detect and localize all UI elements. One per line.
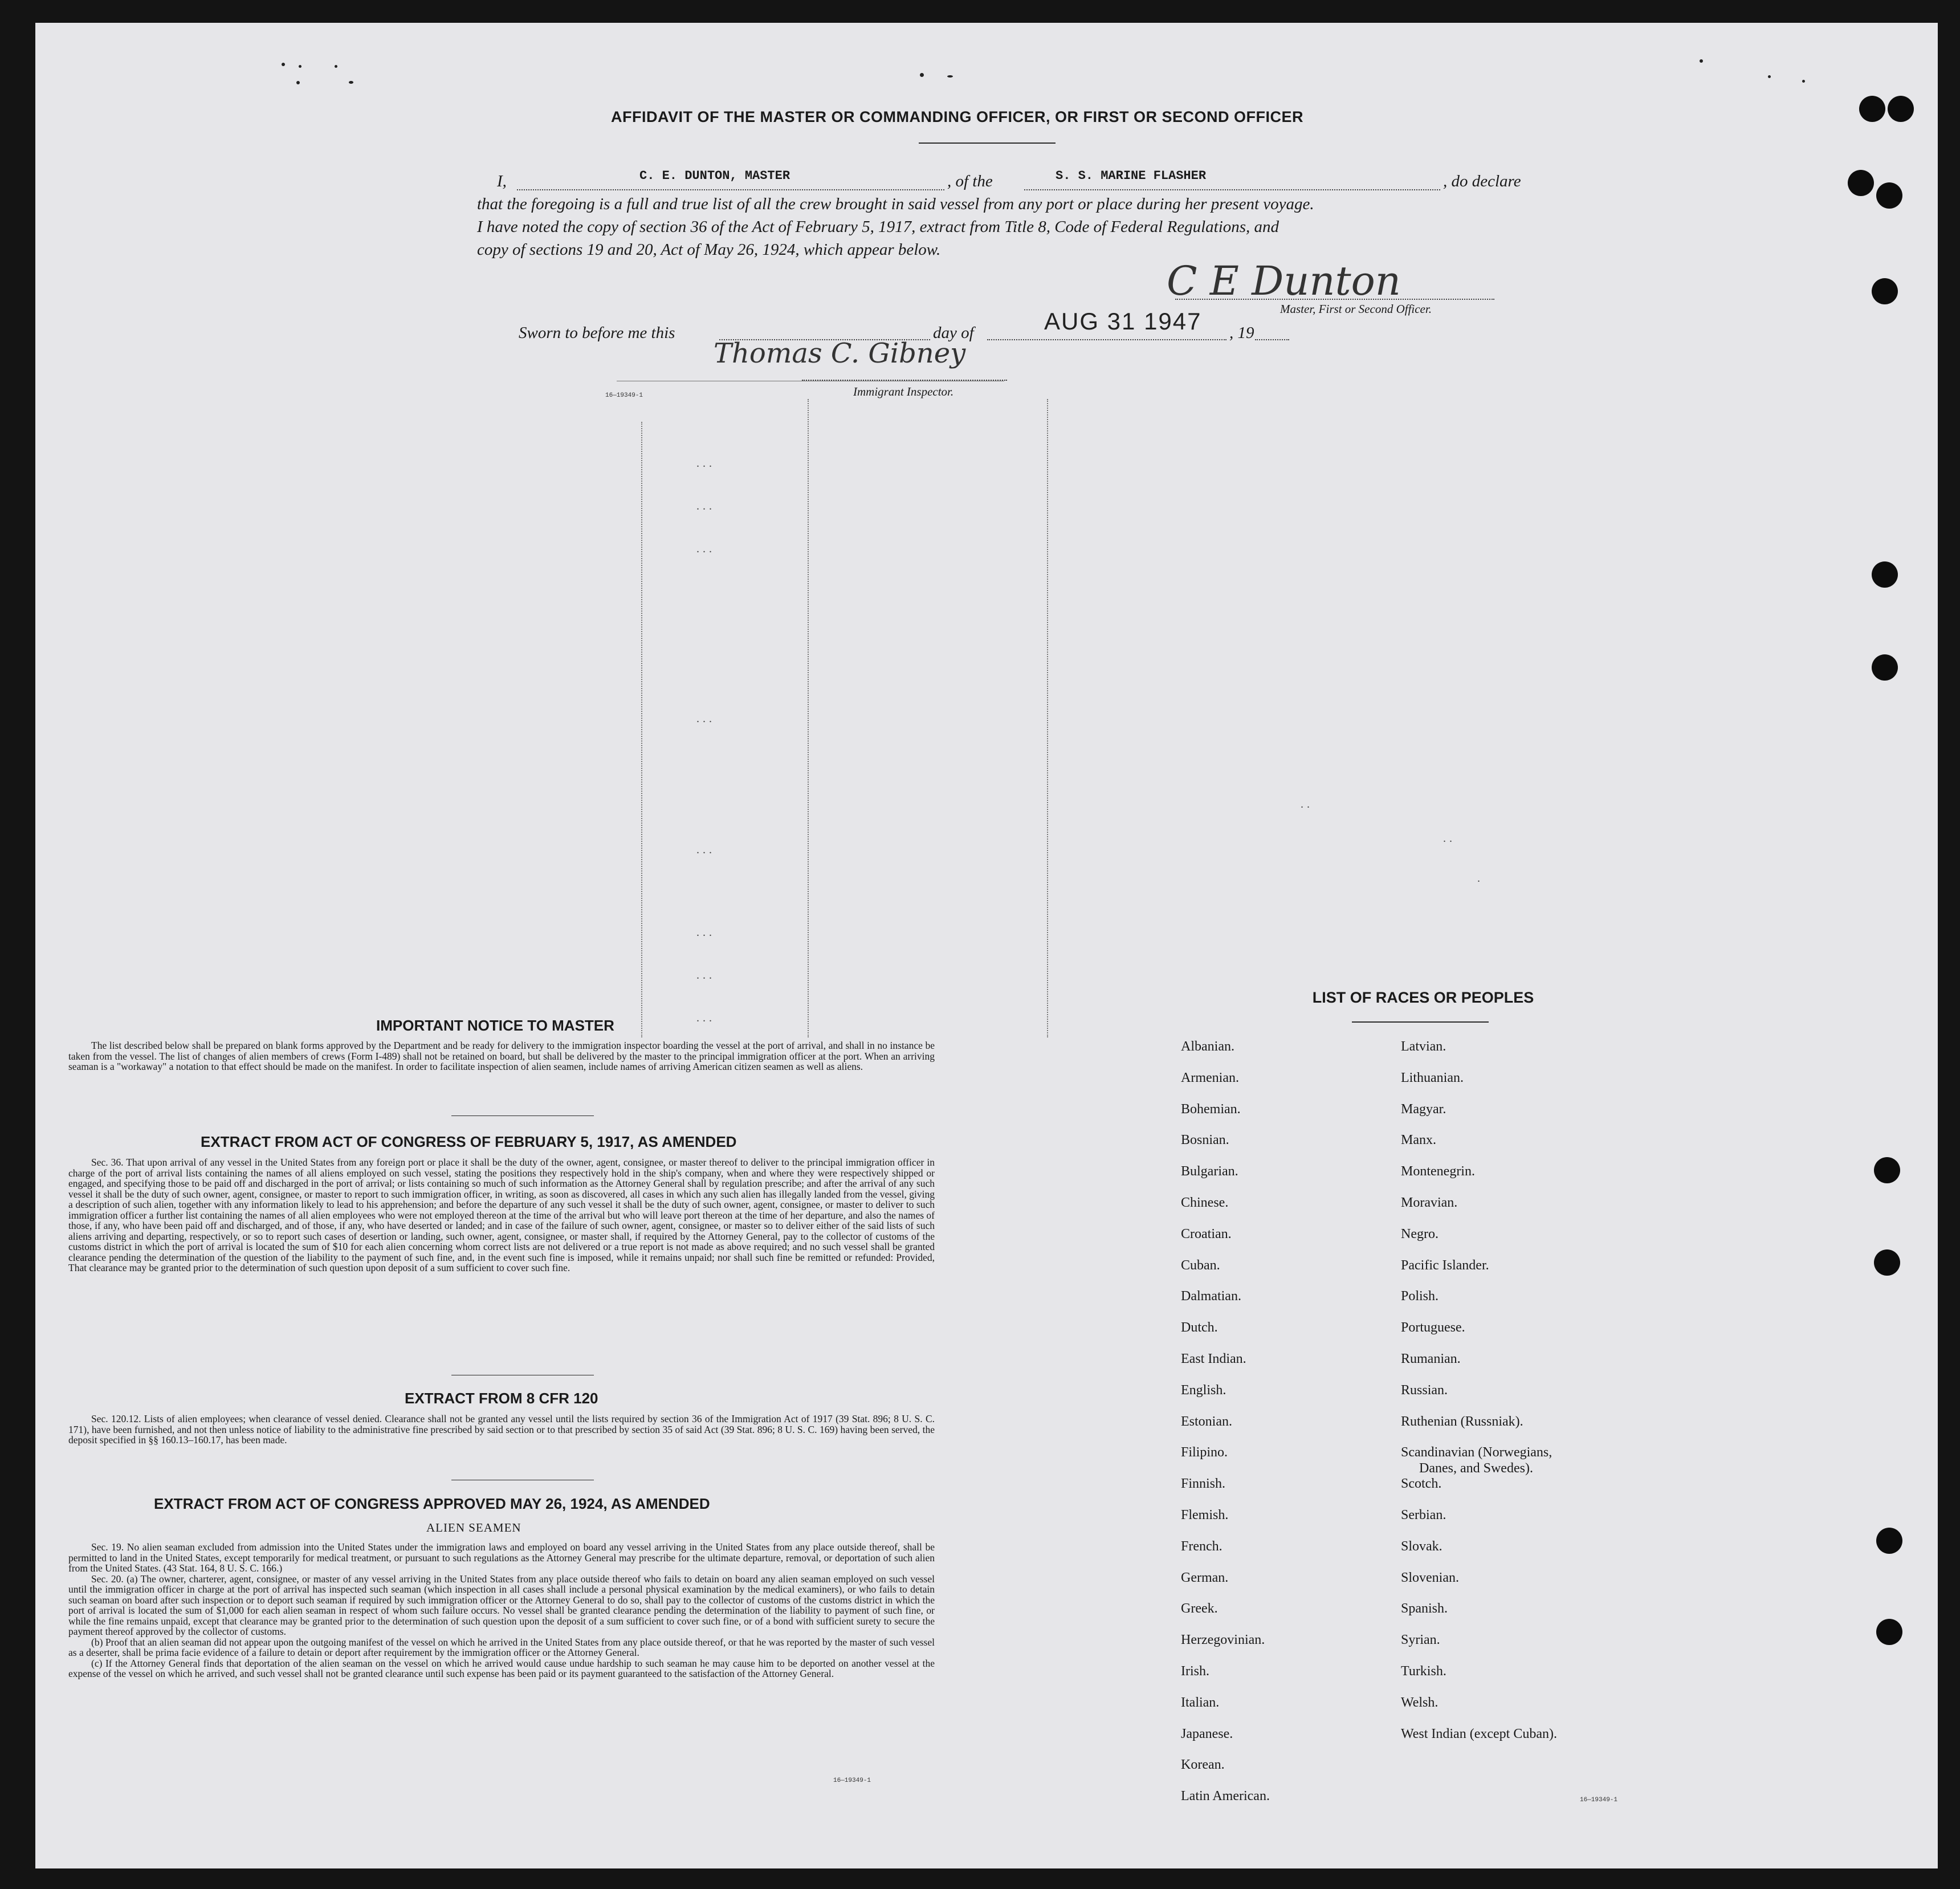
race-item: Dalmatian. bbox=[1181, 1289, 1241, 1304]
race-item: Filipino. bbox=[1181, 1445, 1228, 1460]
race-item: Cuban. bbox=[1181, 1257, 1220, 1273]
notice-text: The list described below shall be prepared on blank forms approved by the Department and be ready for delivery to the immigration inspector boarding the vessel at the port of arrival, and shall in no instance be taken from the vessel. The list of changes of alien members of crews (Form I-489) shall not be retained on board, but shall be delivered by the master to the principal immigration officer at the port. When an arriving seaman is a "workaway" a notation to that effect should be made on the manifest. In order to facilitate inspection of alien seamen, include names of arriving American citizen seamen as well as aliens. bbox=[68, 1040, 935, 1072]
race-item: Bulgarian. bbox=[1181, 1164, 1238, 1179]
punch-hole bbox=[1872, 561, 1898, 588]
speck bbox=[349, 81, 353, 84]
races-title-rule bbox=[1352, 1021, 1489, 1023]
punch-hole bbox=[1859, 96, 1885, 122]
race-item: Italian. bbox=[1181, 1695, 1220, 1710]
dot-leader: ... bbox=[696, 1012, 715, 1024]
speck bbox=[1802, 80, 1805, 83]
race-item: Polish. bbox=[1401, 1289, 1439, 1304]
race-item: Croatian. bbox=[1181, 1226, 1232, 1241]
document-page bbox=[35, 23, 1938, 1868]
punch-hole bbox=[1848, 170, 1874, 196]
race-item: Slovenian. bbox=[1401, 1570, 1459, 1585]
race-item: German. bbox=[1181, 1570, 1229, 1585]
race-item: Korean. bbox=[1181, 1757, 1225, 1773]
alien-seamen-subtitle: ALIEN SEAMEN bbox=[426, 1521, 521, 1534]
section-20c-text: (c) If the Attorney General finds that deportation of the alien seaman on the vessel on which he arrived would cause undue hardship to such seaman he may cause him to be deported on another vessel at the expense of the vessel on which he arrived, and such vessel shall not be granted clearance until such expense has been paid or its payment guaranteed to the satisfaction of the Attorney General. bbox=[68, 1657, 935, 1679]
speck bbox=[335, 65, 337, 68]
form-number-left: 16—19349-1 bbox=[833, 1777, 871, 1784]
vessel-name: S. S. MARINE FLASHER bbox=[1056, 169, 1207, 183]
race-item: Montenegrin. bbox=[1401, 1164, 1475, 1179]
race-item: Estonian. bbox=[1181, 1414, 1232, 1429]
punch-hole bbox=[1876, 1619, 1902, 1645]
column-guide bbox=[1047, 399, 1048, 1037]
race-item: Armenian. bbox=[1181, 1070, 1239, 1085]
race-item: Albanian. bbox=[1181, 1039, 1234, 1054]
race-item: Greek. bbox=[1181, 1601, 1218, 1617]
punch-hole bbox=[1876, 182, 1902, 209]
date-stamp: AUG 31 1947 bbox=[1044, 308, 1202, 335]
race-item: Bosnian. bbox=[1181, 1133, 1229, 1148]
race-item: Lithuanian. bbox=[1401, 1070, 1464, 1085]
race-item: Turkish. bbox=[1401, 1664, 1446, 1679]
race-item: Herzegovinian. bbox=[1181, 1632, 1265, 1648]
speck bbox=[299, 65, 301, 68]
race-item: Irish. bbox=[1181, 1664, 1209, 1679]
section-20b-text: (b) Proof that an alien seaman did not appear upon the outgoing manifest of the vessel on which he arrived in the United States from any place outside thereof, or that he was reported by the master of such vessel as a deserter, shall be prima facie evidence of a failure to detain or deport after requirement by the immigration officer or the Attorney General. bbox=[68, 1636, 935, 1658]
race-item: Flemish. bbox=[1181, 1508, 1229, 1522]
extract-1917-text: Sec. 36. That upon arrival of any vessel in the United States from any foreign port or place it shall be the duty of the owner, agent, consignee, or master thereof to deliver to the principal immigration officer in charge of the port of arrival lists containing the names of all aliens employed on such vessel, stating the positions they respectively hold in the ship's company, when and where they were respectively shipped or engaged, and specifying those to be paid off and discharged in the port of arrival; or lists containing so much of such information as the Attorney General shall by regulation prescribe; and after the arrival of any such vessel it shall be the duty of such owner, agent, consignee, or master to report to such immigration officer, in writing, as soon as discovered, all cases in which any such alien has illegally landed from the vessel, giving a description of such alien, together with any information likely to lead to his apprehension; and before the departure of any such vessel it shall be the duty of such owner, agent, consignee, or master to deliver to such immigration officer a further list containing the names of all alien employees who were not employed thereon at the time of the arrival but who will leave port thereon at the time of her departure, and also the names of those, if any, who have been paid off and discharged, and of those, if any, who have deserted or landed; and in case of the failure of such owner, agent, consignee, or master so to deliver either of the said lists of such aliens arriving and departing, respectively, or so to report such cases of desertion or landing, such owner, agent, consignee, or master shall, if required by the Attorney General, pay to the collector of customs of the customs district in which the port of arrival is located the sum of $10 for each alien concerning whom correct lists are not delivered or a true report is not made as above required; and no such vessel shall be granted clearance pending the determination of the question of the liability to the payment of such fine, and, in the event such fine is imposed, while it remains unpaid; nor shall such fine be remitted or refunded: Provided, That clearance may be granted prior to the determination of such question upon deposit of a sum sufficient to cover such fine. bbox=[68, 1157, 935, 1273]
speck bbox=[296, 81, 300, 84]
punch-hole bbox=[1872, 654, 1898, 681]
race-item: East Indian. bbox=[1181, 1351, 1246, 1366]
race-item: Latin American. bbox=[1181, 1789, 1270, 1804]
race-item: Japanese. bbox=[1181, 1726, 1233, 1741]
race-item: Chinese. bbox=[1181, 1195, 1229, 1210]
dot-leader: .. bbox=[1443, 832, 1456, 845]
master-name-line bbox=[517, 189, 944, 190]
race-item: Syrian. bbox=[1401, 1632, 1440, 1648]
sworn-year: , 19 bbox=[1229, 324, 1254, 342]
punch-hole bbox=[1874, 1249, 1900, 1276]
dot-leader: ... bbox=[696, 543, 715, 555]
race-item: Scotch. bbox=[1401, 1476, 1442, 1492]
extract-cfr-text: Sec. 120.12. Lists of alien employees; when clearance of vessel denied. Clearance shall not be granted any vessel until the lists required by section 36 of the Immigration Act of 1917 (39 Stat. 896; 8 U. S. C. 171), have been furnished, and not then unless notice of liability to the administrative fine prescribed by said section or to that prescribed by section 35 of said Act (39 Stat. 896; 8 U. S. C. 169) having been served, the deposit specified in §§ 160.13–160.17, has been made. bbox=[68, 1413, 935, 1446]
race-item: Dutch. bbox=[1181, 1320, 1218, 1336]
master-signature-line bbox=[1175, 299, 1494, 300]
extract-1924-text bbox=[68, 1542, 935, 1679]
race-item: West Indian (except Cuban). bbox=[1401, 1726, 1557, 1741]
form-number-top: 16—19349-1 bbox=[605, 392, 643, 399]
race-item: Portuguese. bbox=[1401, 1320, 1465, 1336]
sworn-date-line bbox=[987, 339, 1226, 340]
race-item: Serbian. bbox=[1401, 1508, 1446, 1522]
affidavit-title: AFFIDAVIT OF THE MASTER OR COMMANDING OFFICER, OR FIRST OR SECOND OFFICER bbox=[611, 108, 1303, 125]
declaration-line-2: that the foregoing is a full and true list of all the crew brought in said vessel from any port or place during her present voyage. bbox=[477, 195, 1314, 213]
race-item: Spanish. bbox=[1401, 1601, 1448, 1617]
dot-leader: ... bbox=[696, 500, 715, 512]
race-item: Rumanian. bbox=[1401, 1351, 1461, 1366]
punch-hole bbox=[1876, 1528, 1902, 1554]
speck bbox=[1700, 59, 1703, 63]
form-number-right: 16—19349-1 bbox=[1580, 1797, 1618, 1803]
declaration-line-3: I have noted the copy of section 36 of the Act of February 5, 1917, extract from Title 8, Code of Federal Regulations, and bbox=[477, 218, 1279, 236]
punch-hole bbox=[1874, 1157, 1900, 1183]
race-item: French. bbox=[1181, 1538, 1223, 1554]
master-name: C. E. DUNTON, MASTER bbox=[639, 169, 790, 183]
master-caption: Master, First or Second Officer. bbox=[1280, 302, 1432, 316]
race-item: Scandinavian (Norwegians, bbox=[1401, 1445, 1552, 1460]
sworn-prefix: Sworn to before me this bbox=[519, 324, 675, 342]
notice-title: IMPORTANT NOTICE TO MASTER bbox=[376, 1017, 614, 1034]
race-item: Russian. bbox=[1401, 1382, 1448, 1398]
column-guide bbox=[641, 422, 642, 1037]
master-signature: C E Dunton bbox=[1167, 258, 1401, 304]
race-item: Danes, and Swedes). bbox=[1419, 1461, 1533, 1476]
declaration-line-4: copy of sections 19 and 20, Act of May 26, 1924, which appear below. bbox=[477, 241, 941, 259]
race-item: Magyar. bbox=[1401, 1101, 1446, 1117]
speck bbox=[1768, 75, 1771, 78]
speck bbox=[920, 73, 924, 77]
column-guide bbox=[808, 399, 809, 1037]
declaration-i: I, bbox=[497, 172, 507, 190]
race-item: Manx. bbox=[1401, 1133, 1436, 1148]
race-item: Slovak. bbox=[1401, 1538, 1443, 1554]
extract-cfr-title: EXTRACT FROM 8 CFR 120 bbox=[405, 1390, 598, 1407]
dot-leader: .. bbox=[1301, 798, 1313, 811]
sworn-year-line bbox=[1255, 339, 1289, 340]
section-20a-text: Sec. 20. (a) The owner, charterer, agent, consignee, or master of any vessel arriving in the United States from any place outside thereof who fails to detain on board any alien seaman employed on such vessel until the immigration officer in charge at the port of arrival has inspected such seaman (which inspection in all cases shall include a personal physical examination by the medical examiners), or who fails to detain such seaman on board after such inspection or to deport such seaman if required by such immigration officer or the Attorney General to do so, shall pay to the collector of customs of the customs district in which the port of arrival is located the sum of $1,000 for each alien seaman in respect of whom such failure occurs. No vessel shall be granted clearance pending the determination of the liability to payment of such fine, or while the fine remains unpaid, except that clearance may be granted prior to the determination of such question upon the deposit of a sum sufficient to cover such fine, or of a bond with sufficient surety to secure the payment thereof approved by the collector of customs. bbox=[68, 1573, 935, 1637]
declaration-of-the: , of the bbox=[947, 172, 993, 190]
race-item: Ruthenian (Russniak). bbox=[1401, 1414, 1523, 1429]
dot-leader: ... bbox=[696, 969, 715, 982]
declaration-do-declare: , do declare bbox=[1443, 172, 1521, 190]
races-title: LIST OF RACES OR PEOPLES bbox=[1312, 989, 1534, 1006]
race-item: English. bbox=[1181, 1382, 1226, 1398]
section-19-text: Sec. 19. No alien seaman excluded from admission into the United States under the immigration laws and employed on board any vessel arriving in the United States from any place outside thereof, shall be permitted to land in the United States, except temporarily for medical treatment, or pursuant to such regulations as the Attorney General may prescribe for the ultimate departure, removal, or deportation of such alien from the United States. (43 Stat. 164, 8 U. S. C. 166.) bbox=[68, 1541, 935, 1574]
dot-leader: ... bbox=[696, 844, 715, 856]
inspector-caption: Immigrant Inspector. bbox=[853, 385, 954, 398]
sworn-day-of: day of bbox=[933, 324, 974, 342]
dot-leader: . bbox=[1477, 872, 1484, 885]
speck bbox=[282, 63, 285, 66]
title-rule bbox=[919, 143, 1056, 144]
race-item: Pacific Islander. bbox=[1401, 1257, 1489, 1273]
race-item: Welsh. bbox=[1401, 1695, 1439, 1710]
dot-leader: ... bbox=[696, 457, 715, 470]
punch-hole bbox=[1872, 278, 1898, 304]
race-item: Latvian. bbox=[1401, 1039, 1446, 1054]
race-item: Moravian. bbox=[1401, 1195, 1458, 1210]
vessel-line bbox=[1024, 189, 1440, 190]
race-item: Finnish. bbox=[1181, 1476, 1226, 1492]
punch-hole bbox=[1888, 96, 1914, 122]
inspector-signature: Thomas C. Gibney bbox=[714, 337, 966, 369]
speck bbox=[947, 75, 953, 78]
dot-leader: ... bbox=[696, 713, 715, 725]
race-item: Bohemian. bbox=[1181, 1101, 1241, 1117]
extract-1924-title: EXTRACT FROM ACT OF CONGRESS APPROVED MAY 26, 1924, AS AMENDED bbox=[154, 1495, 710, 1512]
extract-1917-title: EXTRACT FROM ACT OF CONGRESS OF FEBRUARY 5, 1917, AS AMENDED bbox=[201, 1133, 737, 1150]
race-item: Negro. bbox=[1401, 1226, 1439, 1241]
dot-leader: ... bbox=[696, 926, 715, 939]
